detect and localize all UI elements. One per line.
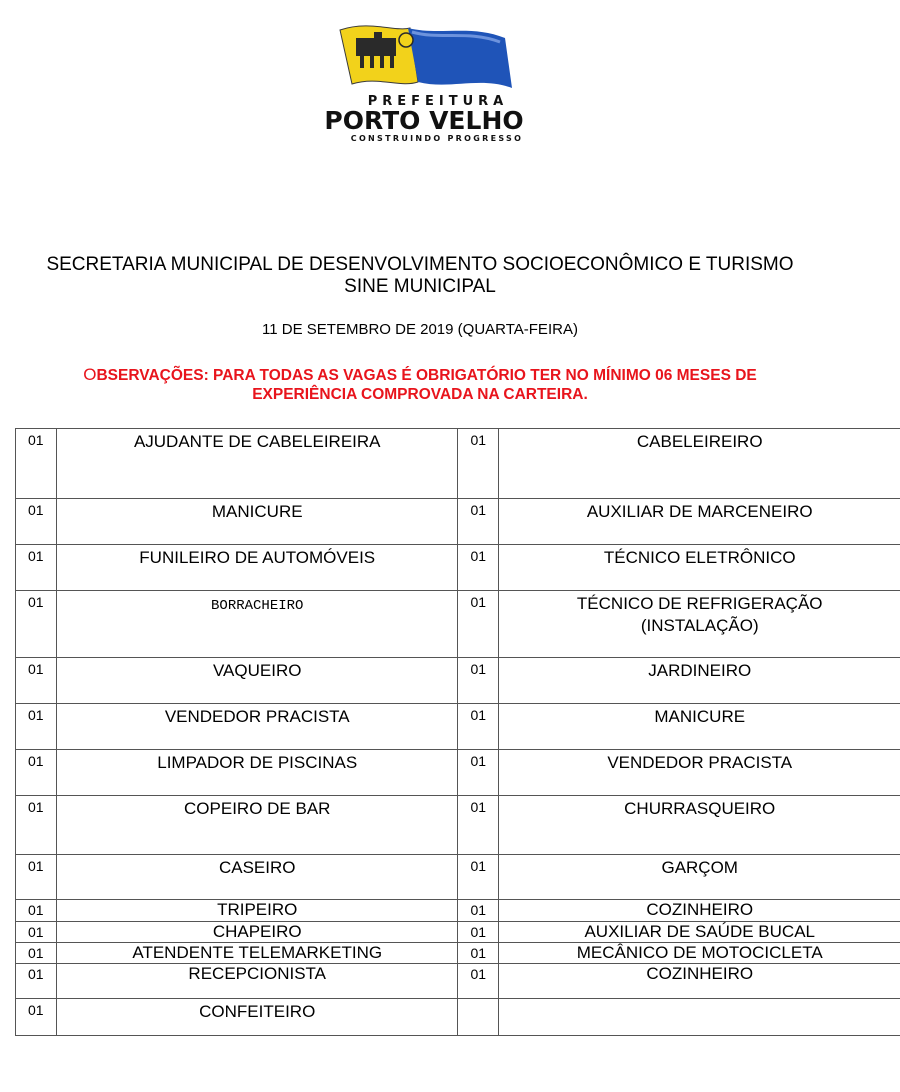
quantity-cell: 01: [16, 545, 57, 591]
table-row: [16, 429, 900, 499]
job-title-cell: AUXILIAR DE MARCENEIRO: [499, 499, 900, 545]
prefeitura-logo: [300, 18, 560, 146]
job-title-cell: MANICURE: [56, 499, 458, 545]
quantity-cell: 01: [16, 704, 57, 750]
table-row: [16, 964, 900, 999]
quantity-cell: 01: [458, 658, 499, 704]
quantity-cell: 01: [16, 750, 57, 796]
table-row: [16, 499, 900, 545]
job-title-cell: MECÂNICO DE MOTOCICLETA: [499, 943, 900, 964]
obs-initial: O: [83, 365, 97, 384]
quantity-cell: 01: [16, 429, 57, 499]
job-title-cell: CONFEITEIRO: [56, 999, 458, 1036]
quantity-cell: 01: [458, 591, 499, 658]
sine-title: SINE MUNICIPAL: [344, 276, 496, 297]
quantity-cell: 01: [458, 922, 499, 943]
job-title-cell: TRIPEIRO: [56, 900, 458, 922]
quantity-cell: 01: [458, 964, 499, 999]
header-titles: [0, 254, 840, 298]
table-row: [16, 999, 900, 1036]
quantity-cell: [458, 999, 499, 1036]
job-title-cell: LIMPADOR DE PISCINAS: [56, 750, 458, 796]
job-title-cell: VAQUEIRO: [56, 658, 458, 704]
quantity-cell: 01: [458, 750, 499, 796]
job-title-cell: CABELEIREIRO: [499, 429, 900, 499]
quantity-cell: 01: [16, 796, 57, 855]
quantity-cell: 01: [458, 704, 499, 750]
job-title-cell: GARÇOM: [499, 855, 900, 900]
table-row: [16, 943, 900, 964]
job-title-cell: FUNILEIRO DE AUTOMÓVEIS: [56, 545, 458, 591]
logo-porto-velho: PORTO VELHO: [324, 106, 524, 135]
quantity-cell: 01: [16, 658, 57, 704]
table-row: [16, 658, 900, 704]
job-title-cell: COZINHEIRO: [499, 900, 900, 922]
quantity-cell: 01: [16, 499, 57, 545]
job-title-line2: (INSTALAÇÃO): [640, 616, 759, 635]
quantity-cell: 01: [458, 429, 499, 499]
job-title-cell: [499, 591, 900, 658]
table-row: [16, 855, 900, 900]
job-title-cell: AUXILIAR DE SAÚDE BUCAL: [499, 922, 900, 943]
job-title-cell: JARDINEIRO: [499, 658, 900, 704]
table-row: [16, 796, 900, 855]
quantity-cell: 01: [16, 855, 57, 900]
job-title-text: BORRACHEIRO: [211, 598, 304, 614]
table-row: [16, 704, 900, 750]
observations-notice: [50, 365, 790, 404]
job-title-cell: CHURRASQUEIRO: [499, 796, 900, 855]
job-title-cell: AJUDANTE DE CABELEIREIRA: [56, 429, 458, 499]
quantity-cell: 01: [16, 999, 57, 1036]
table-row: [16, 900, 900, 922]
date-line: 11 DE SETEMBRO DE 2019 (QUARTA-FEIRA): [262, 321, 578, 338]
quantity-cell: 01: [16, 943, 57, 964]
job-title-cell: TÉCNICO ELETRÔNICO: [499, 545, 900, 591]
job-title-cell: MANICURE: [499, 704, 900, 750]
table-row: [16, 750, 900, 796]
quantity-cell: 01: [16, 922, 57, 943]
job-title-cell: RECEPCIONISTA: [56, 964, 458, 999]
job-title-cell: [499, 999, 900, 1036]
job-title-cell: CHAPEIRO: [56, 922, 458, 943]
secretaria-title: SECRETARIA MUNICIPAL DE DESENVOLVIMENTO SOCIOECONÔMICO E TURISMO: [46, 254, 794, 275]
flag-icon: [300, 18, 560, 98]
job-title-cell: ATENDENTE TELEMARKETING: [56, 943, 458, 964]
vacancies-table: [15, 428, 900, 1036]
logo-tagline: CONSTRUINDO PROGRESSO: [350, 134, 524, 143]
job-title-cell: CASEIRO: [56, 855, 458, 900]
job-title-cell: VENDEDOR PRACISTA: [499, 750, 900, 796]
obs-text: BSERVAÇÕES: PARA TODAS AS VAGAS É OBRIGATÓRIO TER NO MÍNIMO 06 MESES DE EXPERIÊNCIA COMPROVADA NA CARTEIRA.: [96, 367, 757, 403]
table-row: [16, 922, 900, 943]
quantity-cell: 01: [458, 943, 499, 964]
quantity-cell: 01: [458, 900, 499, 922]
quantity-cell: 01: [458, 545, 499, 591]
quantity-cell: 01: [458, 499, 499, 545]
job-title-cell: [56, 591, 458, 658]
quantity-cell: 01: [16, 964, 57, 999]
table-row: [16, 545, 900, 591]
quantity-cell: 01: [458, 796, 499, 855]
job-title-cell: COZINHEIRO: [499, 964, 900, 999]
table-row: [16, 591, 900, 658]
quantity-cell: 01: [458, 855, 499, 900]
job-title-cell: COPEIRO DE BAR: [56, 796, 458, 855]
quantity-cell: 01: [16, 900, 57, 922]
logo-prefeitura: PREFEITURA: [367, 94, 509, 109]
quantity-cell: 01: [16, 591, 57, 658]
job-title-cell: VENDEDOR PRACISTA: [56, 704, 458, 750]
job-title-line1: TÉCNICO DE REFRIGERAÇÃO: [576, 594, 823, 613]
